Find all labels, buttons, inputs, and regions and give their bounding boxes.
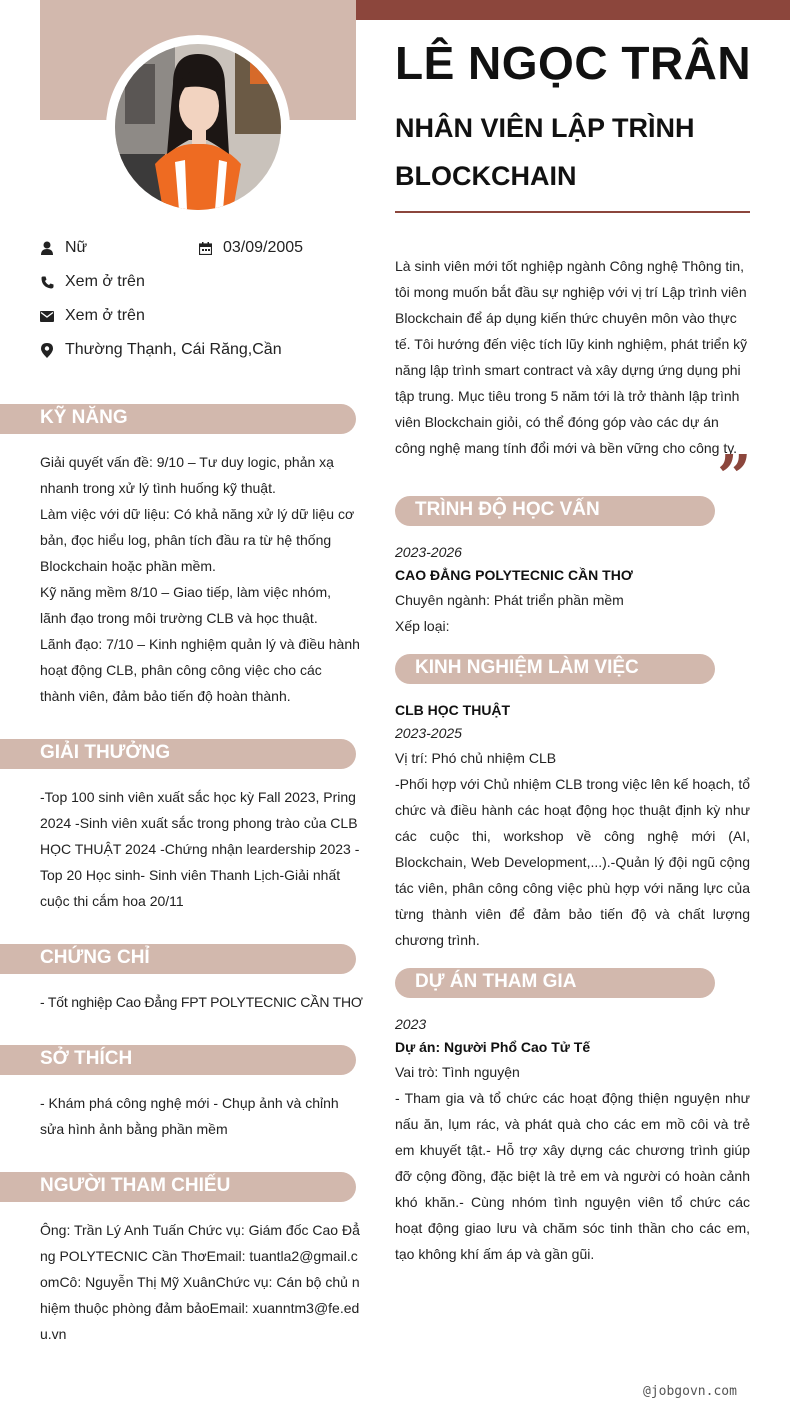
project-role: Vai trò: Tình nguyện [395, 1064, 520, 1080]
projects-header: DỰ ÁN THAM GIA [395, 968, 715, 998]
top-accent-bar [356, 0, 790, 20]
address-value: Thường Thạnh, Cái Răng,Cần [65, 341, 282, 358]
project-description: - Tham gia và tổ chức các hoạt động thiện nguyện như nấu ăn, lụm rác, và phát quà cho các em mồ côi và trẻ em khuyết tật.- Hỗ trợ xây dựng các chương trình giúp đỡ cộng đồng, đặc biệt là trẻ em và người có hoàn cảnh khó khăn.- Cùng nhóm tình nguyện viên tổ chức các hoạt động giao lưu và chăm sóc tinh thần cho các em, tạo không khí ấm áp và gần gũi. [395, 1090, 750, 1262]
skills-list [40, 449, 360, 709]
references-text: Ông: Trần Lý Anh Tuấn Chức vụ: Giám đốc Cao Đẳng POLYTECNIC Cần ThơEmail: tuantla2@gmail.comCô: Nguyễn Thị Mỹ XuânChức vụ: Cán bộ chủ nhiệm thuộc phòng đảm bảoEmail: xuanntm3@fe.edu.vn [40, 1222, 360, 1342]
phone-icon [40, 275, 54, 289]
user-icon [40, 241, 54, 255]
education-rank: Xếp loại: [395, 618, 450, 634]
email-value: Xem ở trên [65, 307, 145, 324]
candidate-name: LÊ NGỌC TRÂN [395, 37, 752, 89]
gender-row [40, 239, 87, 257]
birthdate-row [198, 239, 303, 257]
skill-item: Làm việc với dữ liệu: Có khả năng xử lý dữ liệu cơ bản, đọc hiểu log, phân tích đầu ra từ hệ thống Blockchain hoặc phần mềm. [40, 506, 355, 574]
birthdate-value: 03/09/2005 [223, 239, 304, 256]
career-objective: Là sinh viên mới tốt nghiệp ngành Công nghệ Thông tin, tôi mong muốn bắt đầu sự nghiệp với vị trí Lập trình viên Blockchain để áp dụng kiến thức chuyên môn vào thực tế. Tôi hướng đến việc tích lũy kinh nghiệm, phát triển kỹ năng lập trình smart contract và xây dựng ứng dụng phi tập trung. Mục tiêu trong 5 năm tới là trở thành lập trình viên Blockchain giỏi, có thể đóng góp vào các dự án công nghệ mang tính đổi mới và bền vững cho công ty. [395, 258, 748, 456]
skills-header: KỸ NĂNG [0, 404, 356, 434]
education-period: 2023-2026 [395, 544, 462, 560]
calendar-icon [198, 241, 212, 255]
experience-header: KINH NGHIỆM LÀM VIỆC [395, 654, 715, 684]
certificates-text: - Tốt nghiệp Cao Đẳng FPT POLYTECNIC CẦN THƠ [40, 994, 363, 1010]
quote-icon: ” [717, 443, 752, 513]
phone-value: Xem ở trên [65, 273, 145, 290]
experience-position: Vị trí: Phó chủ nhiệm CLB [395, 750, 557, 766]
education-major: Chuyên ngành: Phát triển phần mềm [395, 592, 624, 608]
certificates-header: CHỨNG CHỈ [0, 944, 356, 974]
footer-watermark: @jobgovn.com [643, 1384, 737, 1399]
experience-org: CLB HỌC THUẬT [395, 702, 511, 718]
project-period: 2023 [395, 1016, 427, 1032]
references-header: NGƯỜI THAM CHIẾU [0, 1172, 356, 1202]
skill-item: Giải quyết vấn đề: 9/10 – Tư duy logic, phản xạ nhanh trong xử lý tình huống kỹ thuật. [40, 454, 334, 496]
address-row [40, 341, 282, 359]
experience-description: -Phối hợp với Chủ nhiệm CLB trong việc lên kế hoạch, tổ chức và điều hành các hoạt động học thuật định kỳ như các cuộc thi, workshop về công nghệ mới (AI, Blockchain, Web Development,...).-Quản lý đội ngũ cộng tác viên, phân công công việc phù hợp với năng lực của từng thành viên để đảm bảo tiến độ và chất lượng chương trình. [395, 776, 750, 948]
avatar-photo [115, 44, 281, 210]
hobbies-header: SỞ THÍCH [0, 1045, 356, 1075]
education-school: CAO ĐẲNG POLYTECNIC CẦN THƠ [395, 567, 633, 583]
job-title: NHÂN VIÊN LẬP TRÌNH BLOCKCHAIN [395, 113, 695, 191]
phone-row [40, 273, 145, 291]
experience-period: 2023-2025 [395, 725, 462, 741]
email-row [40, 307, 145, 325]
skill-item: Kỹ năng mềm 8/10 – Giao tiếp, làm việc nhóm, lãnh đạo trong môi trường CLB và học thuật. [40, 584, 332, 626]
project-name: Dự án: Người Phổ Cao Tử Tế [395, 1039, 591, 1055]
awards-header: GIẢI THƯỞNG [0, 739, 356, 769]
gender-value: Nữ [65, 239, 88, 256]
education-header: TRÌNH ĐỘ HỌC VẤN [395, 496, 715, 526]
avatar [106, 35, 290, 219]
awards-text: -Top 100 sinh viên xuất sắc học kỳ Fall 2023, Pring 2024 -Sinh viên xuất sắc trong phong trào của CLB HỌC THUẬT 2024 -Chứng nhận leardership 2023 -Top 20 Học sinh- Sinh viên Thanh Lịch-Giải nhất cuộc thi cắm hoa 20/11 [40, 789, 360, 909]
location-icon [40, 343, 54, 357]
hobbies-text: - Khám phá công nghệ mới - Chụp ảnh và chỉnh sửa hình ảnh bằng phần mềm [40, 1095, 339, 1137]
skill-item: Lãnh đạo: 7/10 – Kinh nghiệm quản lý và điều hành hoạt động CLB, phân công công việc cho các thành viên, đảm bảo tiến độ hoàn thành. [40, 636, 360, 704]
email-icon [40, 309, 54, 323]
title-divider [395, 211, 750, 213]
